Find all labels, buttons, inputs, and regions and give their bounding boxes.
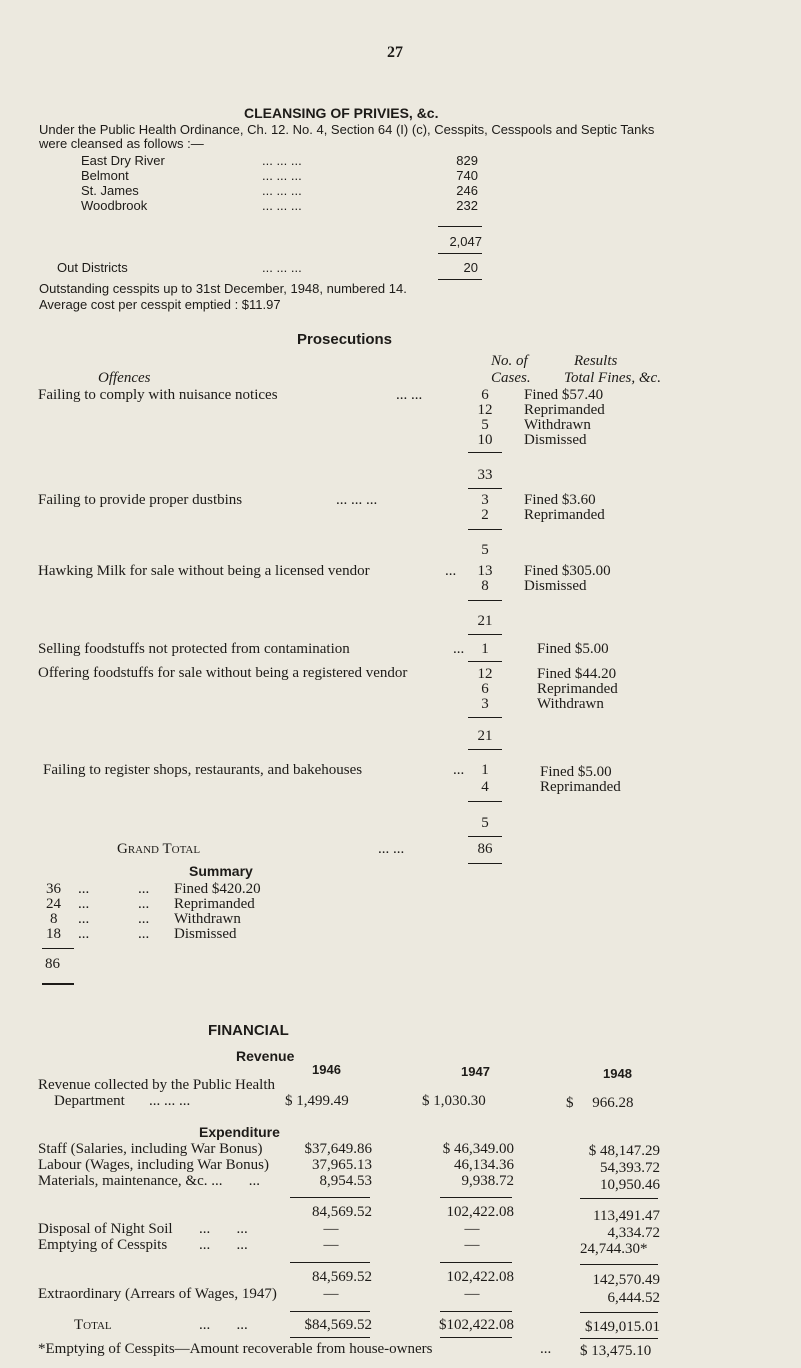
expenditure-label: Labour (Wages, including War Bonus): [38, 1157, 270, 1173]
leader-dots: ...: [78, 881, 90, 897]
year-1946: 1946: [312, 1062, 341, 1077]
cleansing-row-value: 829: [456, 153, 478, 168]
expenditure-label: Materials, maintenance, &c. ... ...: [38, 1173, 261, 1189]
group-total: 5: [481, 815, 489, 831]
total-label: Total: [74, 1317, 112, 1333]
grand-total-value: 86: [477, 841, 493, 857]
footnote-value: $ 13,475.10: [580, 1343, 652, 1359]
subtotal-rule: [438, 279, 482, 280]
cleansing-row-name: Belmont: [81, 168, 129, 183]
summary-label: Dismissed: [174, 926, 237, 942]
case-count: 2: [481, 507, 489, 523]
expenditure-1947: 9,938.72: [461, 1173, 514, 1189]
case-result: Reprimanded: [540, 779, 621, 795]
subtotal-rule: [468, 863, 502, 864]
cleansing-row-name: Woodbrook: [81, 198, 148, 213]
expenditure-1947: $ 46,349.00: [442, 1141, 514, 1157]
subtotal-rule: [468, 600, 502, 601]
results-header-2: Total Fines, &c.: [564, 370, 661, 386]
offence-label: Failing to provide proper dustbins: [38, 492, 243, 508]
leader-dots: ...: [540, 1341, 552, 1357]
case-count: 1: [481, 762, 489, 778]
expenditure-1948: $ 48,147.29: [588, 1143, 660, 1159]
leader-dots: ...: [138, 911, 150, 927]
group-total: 21: [477, 613, 493, 629]
leader-dots: ... ...: [199, 1237, 248, 1253]
offences-header: Offences: [98, 370, 151, 386]
subtotal-rule: [468, 717, 502, 718]
offence-label: Hawking Milk for sale without being a licensed vendor: [38, 563, 370, 579]
subtotal-rule: [290, 1262, 370, 1263]
disposal-label: Disposal of Night Soil: [38, 1221, 173, 1237]
summary-label: Fined $420.20: [174, 881, 261, 897]
case-count: 6: [481, 681, 489, 697]
revenue-label-line1: Revenue collected by the Public Health: [38, 1077, 276, 1093]
subtotal-rule: [290, 1311, 370, 1312]
case-count: 3: [481, 696, 489, 712]
leader-dots: ...: [138, 896, 150, 912]
offence-label: Offering foodstuffs for sale without being a registered vendor: [38, 665, 408, 681]
subtotal-rule: [42, 983, 74, 985]
expenditure-1946: 37,965.13: [312, 1157, 372, 1173]
subtotal-rule: [580, 1338, 658, 1339]
subtotal-rule: [468, 634, 502, 635]
summary-label: Reprimanded: [174, 896, 255, 912]
cases-header-1: No. of: [491, 353, 528, 369]
outstanding-cesspits: Outstanding cesspits up to 31st December, 1948, numbered 14.: [39, 281, 407, 296]
revenue-1948: $ 966.28: [566, 1095, 634, 1111]
revenue-1947: $ 1,030.30: [422, 1093, 486, 1109]
case-result: Fined $5.00: [540, 764, 612, 780]
case-count: 10: [477, 432, 493, 448]
revenue-title: Revenue: [236, 1048, 295, 1064]
leader-dots: ...: [453, 762, 465, 778]
case-count: 1: [481, 641, 489, 657]
out-districts-value: 20: [463, 260, 478, 275]
case-count: 4: [481, 779, 489, 795]
case-result: Fined $305.00: [524, 563, 611, 579]
subtotal-rule: [580, 1312, 658, 1313]
case-count: 13: [477, 563, 493, 579]
cesspits-1946: —: [323, 1237, 339, 1253]
leader-dots: ... ... ...: [149, 1093, 191, 1109]
case-count: 3: [481, 492, 489, 508]
revenue-label-line2: Department: [54, 1093, 125, 1109]
case-result: Fined $5.00: [537, 641, 609, 657]
grand-total-label: Grand Total: [117, 841, 201, 857]
subtotal-rule: [290, 1197, 370, 1198]
cleansing-row-name: St. James: [81, 183, 139, 198]
subtotal-rule: [290, 1337, 370, 1338]
extraordinary-1947: —: [464, 1286, 480, 1302]
subtotal-rule: [440, 1262, 512, 1263]
cleansing-row-value: 246: [456, 183, 478, 198]
case-result: Fined $57.40: [524, 387, 604, 403]
leader-dots: ... ...: [199, 1221, 248, 1237]
leader-dots: ...: [445, 563, 457, 579]
summary-count: 18: [46, 926, 61, 942]
leader-dots: ... ... ...: [262, 168, 302, 183]
out-districts-label: Out Districts: [57, 260, 128, 275]
cleansing-intro-line2: were cleansed as follows :—: [39, 136, 204, 151]
case-result: Dismissed: [524, 432, 587, 448]
summary-count: 24: [46, 896, 61, 912]
leader-dots: ...: [138, 881, 150, 897]
subtotal-rule: [468, 529, 502, 530]
extraordinary-label: Extraordinary (Arrears of Wages, 1947): [38, 1286, 277, 1302]
subtotal2-1946: 84,569.52: [312, 1269, 372, 1285]
leader-dots: ...: [78, 911, 90, 927]
cleansing-subtotal: 2,047: [449, 234, 482, 249]
summary-count: 8: [50, 911, 58, 927]
subtotal-rule: [440, 1311, 512, 1312]
year-1948: 1948: [603, 1066, 632, 1081]
average-cost: Average cost per cesspit emptied : $11.97: [39, 297, 281, 312]
total-1948: $149,015.01: [585, 1319, 660, 1335]
expenditure-1948: 54,393.72: [600, 1160, 660, 1176]
leader-dots: ... ...: [199, 1317, 248, 1333]
leader-dots: ... ... ...: [262, 260, 302, 275]
summary-label: Withdrawn: [174, 911, 241, 927]
case-result: Fined $3.60: [524, 492, 596, 508]
leader-dots: ... ...: [378, 841, 405, 857]
extraordinary-1946: —: [323, 1286, 339, 1302]
subtotal-1947: 102,422.08: [446, 1204, 514, 1220]
subtotal-rule: [468, 749, 502, 750]
subtotal-rule: [468, 488, 502, 489]
leader-dots: ...: [78, 926, 90, 942]
case-result: Withdrawn: [524, 417, 591, 433]
footnote-text: *Emptying of Cesspits—Amount recoverable from house-owners: [38, 1341, 433, 1357]
revenue-1946: $ 1,499.49: [285, 1093, 349, 1109]
subtotal-1946: 84,569.52: [312, 1204, 372, 1220]
leader-dots: ...: [78, 896, 90, 912]
summary-title: Summary: [189, 863, 253, 879]
subtotal-rule: [468, 836, 502, 837]
case-result: Dismissed: [524, 578, 587, 594]
results-header-1: Results: [574, 353, 618, 369]
case-count: 12: [477, 402, 493, 418]
cases-header-2: Cases.: [491, 370, 531, 386]
summary-count: 36: [46, 881, 61, 897]
cesspits-label: Emptying of Cesspits: [38, 1237, 168, 1253]
case-count: 5: [481, 417, 489, 433]
offence-label: Selling foodstuffs not protected from contamination: [38, 641, 350, 657]
summary-total: 86: [45, 956, 60, 972]
subtotal2-1948: 142,570.49: [592, 1272, 660, 1288]
cleansing-row-value: 740: [456, 168, 478, 183]
expenditure-1948: 10,950.46: [600, 1177, 660, 1193]
leader-dots: ... ... ...: [262, 153, 302, 168]
leader-dots: ...: [138, 926, 150, 942]
subtotal-rule: [580, 1264, 658, 1265]
total-1947: $102,422.08: [439, 1317, 514, 1333]
subtotal-rule: [468, 801, 502, 802]
case-result: Reprimanded: [524, 507, 605, 523]
year-1947: 1947: [461, 1064, 490, 1079]
case-result: Reprimanded: [537, 681, 618, 697]
cesspits-1948: 24,744.30*: [580, 1241, 648, 1257]
cleansing-row-value: 232: [456, 198, 478, 213]
prosecutions-title: Prosecutions: [297, 331, 393, 348]
disposal-1946: —: [323, 1221, 339, 1237]
group-total: 21: [477, 728, 493, 744]
case-result: Reprimanded: [524, 402, 605, 418]
group-total: 5: [481, 542, 489, 558]
cleansing-row-name: East Dry River: [81, 153, 165, 168]
cleansing-title: CLEANSING OF PRIVIES, &c.: [244, 105, 439, 121]
subtotal-1948: 113,491.47: [593, 1208, 660, 1224]
subtotal-rule: [438, 226, 482, 227]
subtotal-rule: [468, 661, 502, 662]
leader-dots: ... ... ...: [262, 183, 302, 198]
expenditure-title: Expenditure: [199, 1124, 280, 1140]
subtotal-rule: [440, 1197, 512, 1198]
case-count: 12: [477, 666, 493, 682]
expenditure-1946: 8,954.53: [319, 1173, 372, 1189]
financial-title: FINANCIAL: [208, 1022, 289, 1039]
disposal-1947: —: [464, 1221, 480, 1237]
expenditure-1946: $37,649.86: [304, 1141, 372, 1157]
cleansing-intro-line1: Under the Public Health Ordinance, Ch. 12. No. 4, Section 64 (I) (c), Cesspits, Cesspools and Septic Tanks: [39, 122, 655, 137]
case-result: Fined $44.20: [537, 666, 617, 682]
case-result: Withdrawn: [537, 696, 604, 712]
cesspits-1947: —: [464, 1237, 480, 1253]
case-count: 6: [481, 387, 489, 403]
page-number: 27: [387, 44, 403, 61]
extraordinary-1948: 6,444.52: [607, 1290, 660, 1306]
subtotal-rule: [42, 948, 74, 949]
total-1946: $84,569.52: [304, 1317, 372, 1333]
offence-label: Failing to register shops, restaurants, and bakehouses: [43, 762, 363, 778]
subtotal-rule: [438, 253, 482, 254]
case-count: 8: [481, 578, 489, 594]
expenditure-1947: 46,134.36: [454, 1157, 514, 1173]
disposal-1948: 4,334.72: [607, 1225, 660, 1241]
subtotal2-1947: 102,422.08: [446, 1269, 514, 1285]
leader-dots: ...: [453, 641, 465, 657]
leader-dots: ... ... ...: [336, 492, 378, 508]
subtotal-rule: [468, 452, 502, 453]
group-total: 33: [477, 467, 493, 483]
subtotal-rule: [440, 1337, 512, 1338]
expenditure-label: Staff (Salaries, including War Bonus): [38, 1141, 263, 1157]
subtotal-rule: [580, 1198, 658, 1199]
offence-label: Failing to comply with nuisance notices: [38, 387, 278, 403]
leader-dots: ... ... ...: [262, 198, 302, 213]
leader-dots: ... ...: [396, 387, 423, 403]
